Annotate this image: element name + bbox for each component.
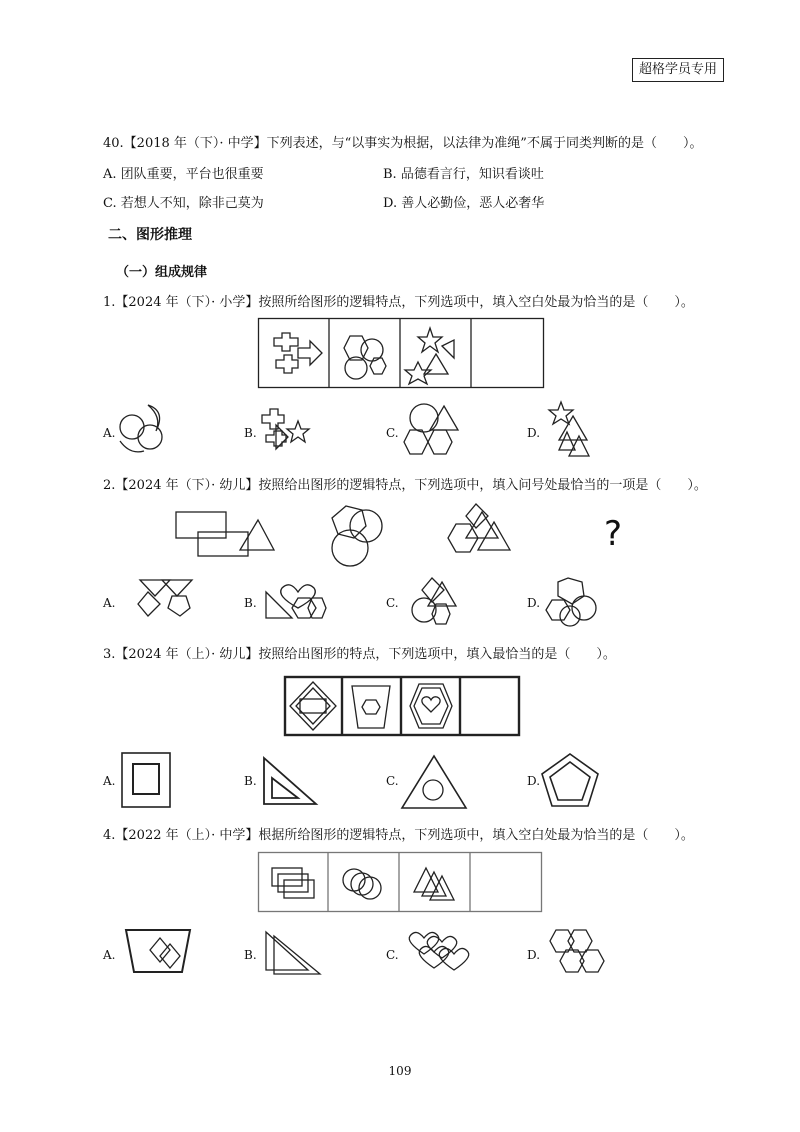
- q2-question-mark: ?: [604, 514, 623, 554]
- q3-option-c-figure: [400, 754, 468, 810]
- q2-stem: 2.【2024 年（下）· 幼儿】按照给出图形的逻辑特点，下列选项中，填入问号处最恰当的一项是（ ）。: [103, 478, 707, 493]
- student-only-badge: 超格学员专用: [632, 58, 724, 82]
- q3-stem: 3.【2024 年（上）· 幼儿】按照给出图形的特点，下列选项中，填入最恰当的是（ ）。: [103, 647, 616, 662]
- q3-option-d-figure: [542, 752, 600, 810]
- q40-option-b: B. 品德看言行，知识看谈吐: [383, 167, 544, 182]
- q3-option-b-figure: [262, 756, 320, 808]
- q1-option-a-figure: [118, 403, 180, 455]
- q3-label-b: B.: [244, 774, 257, 788]
- q1-option-c-figure: [400, 400, 468, 458]
- q1-label-d: D.: [527, 426, 541, 440]
- q4-label-b: B.: [244, 948, 257, 962]
- q4-stimulus-figure: [258, 852, 542, 912]
- q4-label-d: D.: [527, 948, 541, 962]
- q1-label-a: A.: [103, 426, 116, 440]
- section-title: 二、图形推理: [108, 227, 192, 243]
- q4-option-d-figure: [546, 926, 608, 976]
- q2-stimulus-shapes: [170, 498, 650, 570]
- q4-option-b-figure: [264, 930, 326, 978]
- q4-label-a: A.: [103, 948, 116, 962]
- page-number: 109: [388, 1064, 412, 1078]
- q40-option-a: A. 团队重要，平台也很重要: [103, 167, 264, 182]
- q2-label-b: B.: [244, 596, 257, 610]
- q40-stem: 40.【2018 年（下）· 中学】下列表述，与“以事实为根据，以法律为准绳”不属于同类判断的是（ ）。: [103, 136, 703, 151]
- q4-label-c: C.: [386, 948, 399, 962]
- q4-option-a-figure: [124, 928, 192, 976]
- q3-label-a: A.: [103, 774, 116, 788]
- section-subtitle: （一）组成规律: [116, 265, 208, 280]
- q3-label-c: C.: [386, 774, 399, 788]
- q1-label-b: B.: [244, 426, 257, 440]
- q1-option-b-figure: [258, 403, 314, 453]
- q1-stem: 1.【2024 年（下）· 小学】按照所给图形的逻辑特点，下列选项中，填入空白处最为恰当的是（ ）。: [103, 295, 694, 310]
- q2-label-c: C.: [386, 596, 399, 610]
- q2-label-a: A.: [103, 596, 116, 610]
- q1-label-c: C.: [386, 426, 399, 440]
- q4-option-c-figure: [404, 928, 476, 978]
- q2-label-d: D.: [527, 596, 541, 610]
- q3-stimulus-figure: [284, 676, 520, 736]
- q2-option-b-figure: [262, 572, 330, 624]
- q2-option-a-figure: [120, 574, 196, 620]
- q1-stimulus-figure: [258, 318, 544, 388]
- q1-option-d-figure: [543, 400, 595, 458]
- q40-option-c: C. 若想人不知，除非己莫为: [103, 196, 264, 211]
- q40-option-d: D. 善人必勤俭，恶人必奢华: [383, 196, 545, 211]
- q3-label-d: D.: [527, 774, 541, 788]
- q2-option-d-figure: [544, 572, 604, 628]
- q2-option-c-figure: [402, 572, 466, 628]
- q4-stem: 4.【2022 年（上）· 中学】根据所给图形的逻辑特点，下列选项中，填入空白处最为恰当的是（ ）。: [103, 828, 694, 843]
- q3-option-a-figure: [121, 752, 173, 810]
